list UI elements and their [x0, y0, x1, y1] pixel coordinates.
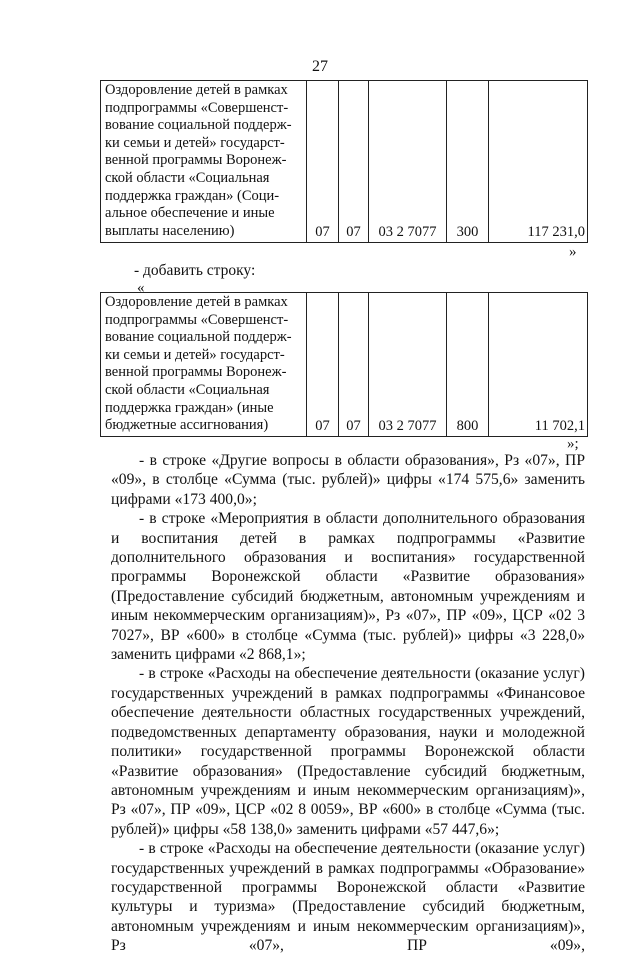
page-number: 27 — [312, 58, 328, 75]
sum-cell: 117 231,0 — [489, 81, 588, 243]
vr-cell: 300 — [447, 81, 489, 243]
row-name-cell: Оздоровление детей в рамках подпрограммы «Совершенст-вование социальной поддерж-ки семьи и детей» государст-венной программы Воронеж-ской области «Социальная поддержка граждан» (иные бюджетные ассигнования) — [101, 293, 307, 437]
vr-cell: 800 — [447, 293, 489, 437]
budget-table-new-row — [100, 292, 588, 437]
csr-cell: 03 2 7077 — [369, 293, 447, 437]
add-row-instruction: - добавить строку: — [134, 262, 256, 279]
closing-quote-semicolon: »; — [567, 436, 579, 452]
pr-cell: 07 — [339, 81, 369, 243]
table-row — [101, 81, 588, 243]
budget-table-existing-row — [100, 80, 588, 243]
opening-quote: « — [137, 280, 145, 296]
paragraph: - в строке «Другие вопросы в области образования», Рз «07», ПР «09», в столбце «Сумма (тыс. рублей)» цифры «174 575,6» заменить цифрами «173 400,0»; — [111, 452, 585, 508]
paragraph: - в строке «Расходы на обеспечение деятельности (оказание услуг) государственных учреждений в рамках подпрограммы «Образование» государственной программы Воронежской области «Развитие культуры и туризма» (Предоставление субсидий бюджетным, автономным учреждениям и иным некоммерческим организациям)», Рз «07», ПР «09», — [111, 840, 585, 955]
row-name-cell: Оздоровление детей в рамках подпрограммы «Совершенст-вование социальной поддерж-ки семьи и детей» государст-венной программы Воронеж-ской области «Социальная поддержка граждан» (Соци-альное обеспечение и иные выплаты населению) — [101, 81, 307, 243]
sum-cell: 11 702,1 — [489, 293, 588, 437]
table-row — [101, 293, 588, 437]
amendment-text — [111, 451, 585, 956]
paragraph: - в строке «Расходы на обеспечение деятельности (оказание услуг) государственных учреждений в рамках подпрограммы «Финансовое обеспечение деятельности областных государственных учреждений, подведомственных департаменту образования, науки и молодежной политики» государственной программы Воронежской области «Развитие образования» (Предоставление субсидий бюджетным, автономным учреждениям и иным некоммерческим организациям)», Рз «07», ПР «09», ЦСР «02 8 0059», ВР «600» в столбце «Сумма (тыс. рублей)» цифры «58 138,0» заменить цифрами «57 447,6»; — [111, 665, 585, 838]
rz-cell: 07 — [307, 81, 339, 243]
csr-cell: 03 2 7077 — [369, 81, 447, 243]
paragraph: - в строке «Мероприятия в области дополнительного образования и воспитания детей в рамках подпрограммы «Развитие дополнительного образования и воспитания» государственной программы Воронежской области «Развитие образования» (Предоставление субсидий бюджетным, автономным учреждениям и иным некоммерческим организациям)», Рз «07», ПР «09», ЦСР «02 3 7027», ВР «600» в столбце «Сумма (тыс. рублей)» цифры «3 228,0» заменить цифрами «2 868,1»; — [111, 510, 585, 664]
closing-quote: » — [569, 244, 577, 260]
pr-cell: 07 — [339, 293, 369, 437]
rz-cell: 07 — [307, 293, 339, 437]
